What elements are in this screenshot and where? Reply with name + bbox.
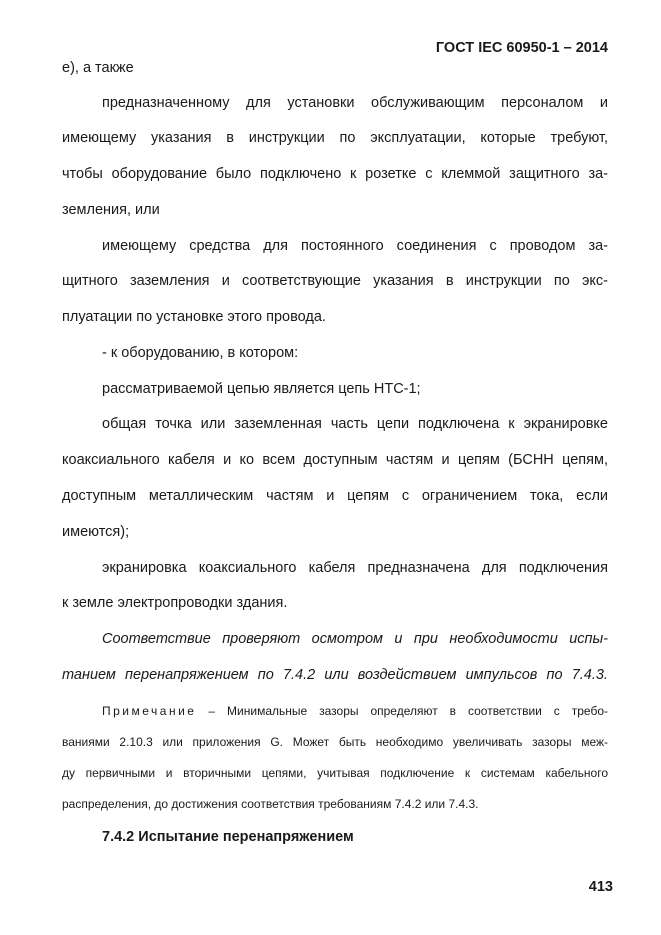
text-line: - к оборудованию, в котором:	[102, 345, 299, 361]
note-line	[102, 704, 608, 718]
text-line: имеющему указания в инструкции по эксплуатации, которые требуют,	[62, 130, 608, 146]
note-label: Примечание	[102, 704, 197, 718]
text-line: доступным металлическим частям и цепям с ограничением тока, если	[62, 488, 608, 504]
document-id-header: ГОСТ IEC 60950-1 – 2014	[435, 40, 608, 56]
note-text: – Минимальные зазоры определяют в соответствии с требо-	[196, 704, 608, 718]
text-line: коаксиального кабеля и ко всем доступным частям и цепям (БСНН цепям,	[62, 452, 608, 468]
text-line: щитного заземления и соответствующие указания в инструкции по экс-	[62, 273, 608, 289]
text-line: экранировка коаксиального кабеля предназначена для подключения	[102, 560, 608, 576]
text-line: предназначенному для установки обслуживающим персоналом и	[102, 95, 608, 111]
text-line: рассматриваемой цепью является цепь НТС-1;	[102, 381, 421, 397]
text-line: плуатации по установке этого провода.	[62, 309, 326, 325]
section-heading: 7.4.2 Испытание перенапряжением	[102, 829, 354, 845]
text-line: чтобы оборудование было подключено к розетке с клеммой защитного за-	[62, 166, 608, 182]
note-line: ваниями 2.10.3 или приложения G. Может быть необходимо увеличивать зазоры меж-	[62, 735, 608, 749]
page-number: 413	[588, 879, 613, 895]
note-line: ду первичными и вторичными цепями, учитывая подключение к системам кабельного	[62, 766, 608, 780]
italic-text-line: Соответствие проверяют осмотром и при необходимости испы-	[102, 631, 608, 647]
text-line: к земле электропроводки здания.	[62, 595, 288, 611]
note-line: распределения, до достижения соответствия требованиям 7.4.2 или 7.4.3.	[62, 797, 479, 811]
text-line: имеющему средства для постоянного соединения с проводом за-	[102, 238, 608, 254]
italic-text-line: танием перенапряжением по 7.4.2 или воздействием импульсов по 7.4.3.	[62, 667, 608, 683]
text-line: общая точка или заземленная часть цепи подключена к экранировке	[102, 416, 608, 432]
text-line: имеются);	[62, 524, 130, 540]
text-line: земления, или	[62, 202, 160, 218]
text-line: е), а также	[62, 60, 134, 76]
